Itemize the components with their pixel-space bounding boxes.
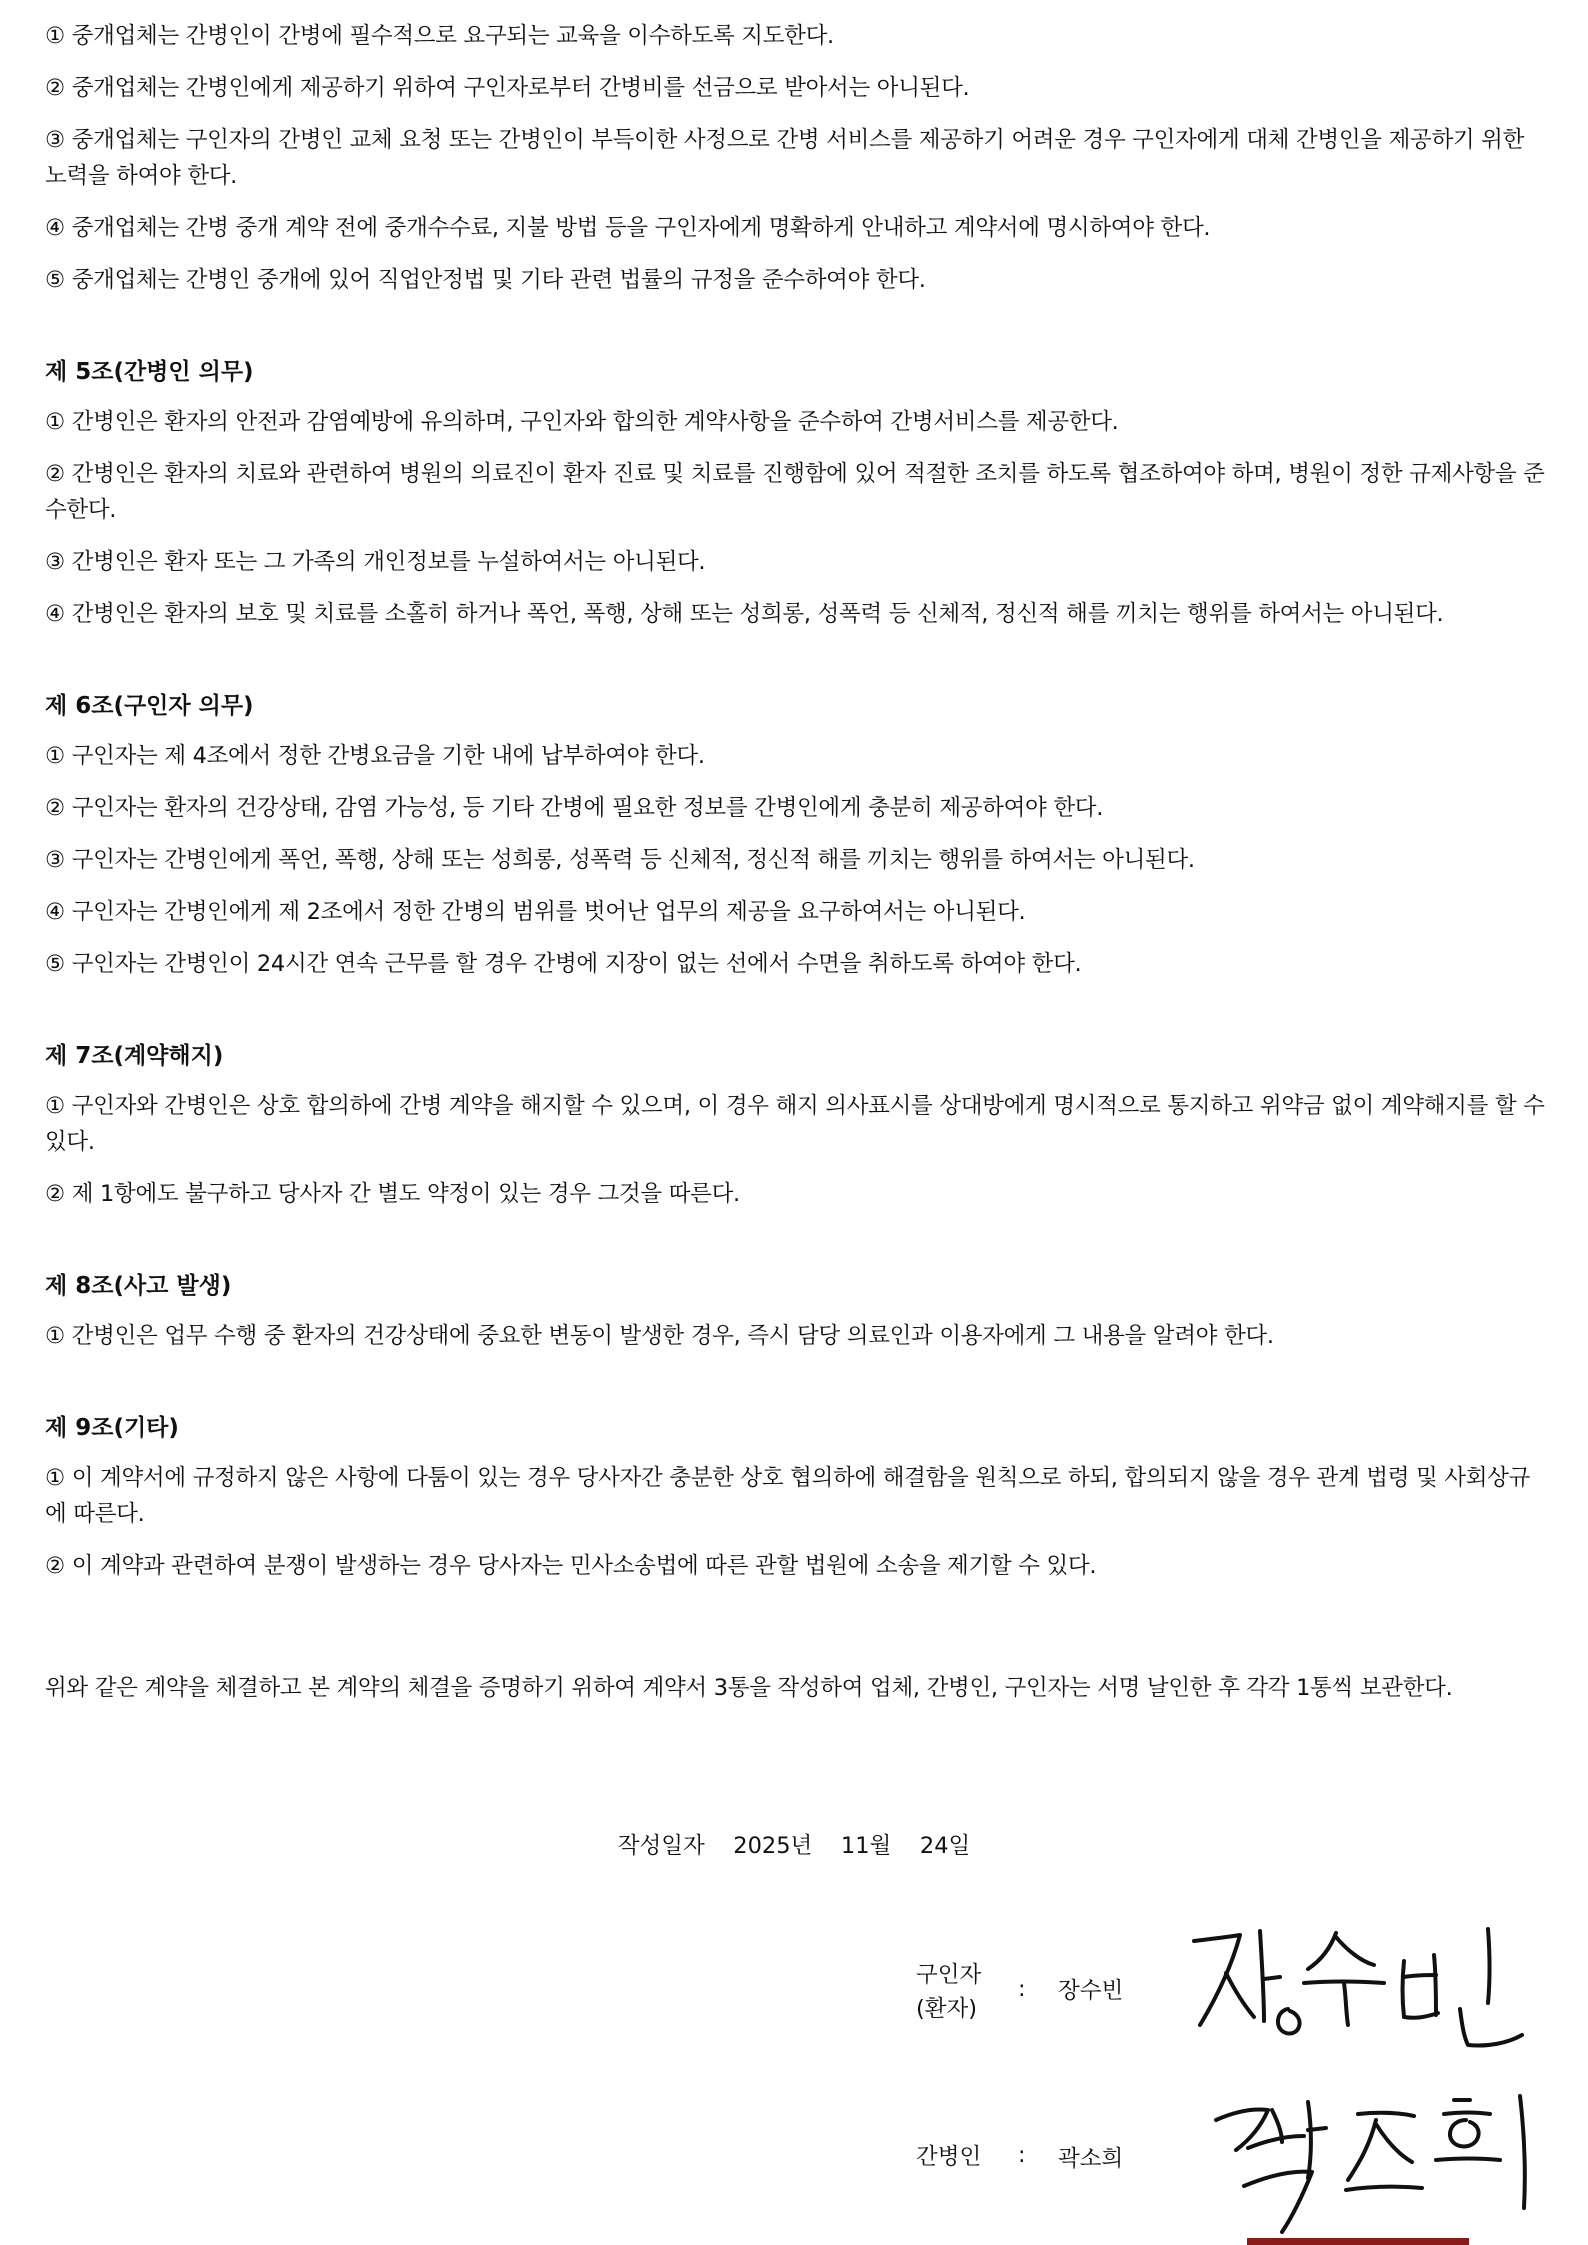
- article-title: 제 5조(간병인 의무): [45, 359, 254, 385]
- article-title: 제 6조(구인자 의무): [45, 693, 254, 719]
- clause-item: ① 중개업체는 간병인이 간병에 필수적으로 요구되는 교육을 이수하도록 지도한다.: [45, 23, 834, 49]
- date-label: 작성일자: [617, 1833, 705, 1859]
- clause-item: ① 간병인은 업무 수행 중 환자의 건강상태에 중요한 변동이 발생한 경우, 즉시 담당 의료인과 이용자에게 그 내용을 알려야 한다.: [45, 1323, 1274, 1349]
- clause-item: ② 중개업체는 간병인에게 제공하기 위하여 구인자로부터 간병비를 선금으로 받아서는 아니된다.: [45, 75, 970, 101]
- client-role-label: 구인자: [916, 1962, 982, 1988]
- clause-item: ① 구인자는 제 4조에서 정한 간병요금을 기한 내에 납부하여야 한다.: [45, 743, 705, 769]
- clause-item: ③ 간병인은 환자 또는 그 가족의 개인정보를 누설하여서는 아니된다.: [45, 549, 706, 575]
- client-role-sub: (환자): [916, 1996, 978, 2022]
- client-signature: [1188, 1925, 1548, 2060]
- clause-item: ① 간병인은 환자의 안전과 감염예방에 유의하며, 구인자와 합의한 계약사항을 준수하여 간병서비스를 제공한다.: [45, 409, 1119, 435]
- contract-date: [0, 1828, 1588, 1860]
- clause-item: ④ 구인자는 간병인에게 제 2조에서 정한 간병의 범위를 벗어난 업무의 제공을 요구하여서는 아니된다.: [45, 899, 1026, 925]
- clause-item: ④ 중개업체는 간병 중개 계약 전에 중개수수료, 지불 방법 등을 구인자에게 명확하게 안내하고 계약서에 명시하여야 한다.: [45, 215, 1211, 241]
- clause-item: ② 제 1항에도 불구하고 당사자 간 별도 약정이 있는 경우 그것을 따른다.: [45, 1181, 740, 1207]
- clause-item: ② 이 계약과 관련하여 분쟁이 발생하는 경우 당사자는 민사소송법에 따른 관할 법원에 소송을 제기할 수 있다.: [45, 1553, 1097, 1579]
- article-9: [45, 1410, 1545, 1584]
- article-8: [45, 1268, 1545, 1354]
- article-title: 제 7조(계약해지): [45, 1043, 224, 1069]
- clause-item: ② 간병인은 환자의 치료와 관련하여 병원의 의료진이 환자 진료 및 치료를 진행함에 있어 적절한 조치를 하도록 협조하여야 하며, 병원이 정한 규제사항을 준수한다.: [45, 461, 1545, 523]
- article-title: 제 9조(기타): [45, 1415, 179, 1441]
- article-7: [45, 1038, 1545, 1212]
- caregiver-role: 간병인: [916, 2144, 982, 2170]
- date-year: 2025년: [733, 1833, 813, 1859]
- clause-item: ④ 간병인은 환자의 보호 및 치료를 소홀히 하거나 폭언, 폭행, 상해 또는 성희롱, 성폭력 등 신체적, 정신적 해를 끼치는 행위를 하여서는 아니된다.: [45, 601, 1444, 627]
- client-name: 장수빈: [1058, 1978, 1124, 2004]
- clause-item: ⑤ 중개업체는 간병인 중개에 있어 직업안정법 및 기타 관련 법률의 규정을 준수하여야 한다.: [45, 267, 926, 293]
- stamp-edge: [1247, 2238, 1469, 2245]
- article-5: [45, 354, 1545, 632]
- caregiver-signature: [1208, 2090, 1548, 2240]
- article-4-continued: [45, 18, 1545, 298]
- date-day: 24일: [919, 1833, 971, 1859]
- client-role: [916, 1958, 1006, 2026]
- clause-item: ② 구인자는 환자의 건강상태, 감염 가능성, 등 기타 간병에 필요한 정보를 간병인에게 충분히 제공하여야 한다.: [45, 795, 1104, 821]
- caregiver-name: 곽소희: [1058, 2146, 1124, 2172]
- clause-item: ① 구인자와 간병인은 상호 합의하에 간병 계약을 해지할 수 있으며, 이 경우 해지 의사표시를 상대방에게 명시적으로 통지하고 위약금 없이 계약해지를 할 수 있다.: [45, 1093, 1545, 1155]
- clause-item: ① 이 계약서에 규정하지 않은 사항에 다툼이 있는 경우 당사자간 충분한 상호 협의하에 해결함을 원칙으로 하되, 합의되지 않을 경우 관계 법령 및 사회상규에 따른다.: [45, 1465, 1531, 1527]
- article-title: 제 8조(사고 발생): [45, 1273, 232, 1299]
- closing-statement: 위와 같은 계약을 체결하고 본 계약의 체결을 증명하기 위하여 계약서 3통을 작성하여 업체, 간병인, 구인자는 서명 날인한 후 각각 1통씩 보관한다.: [45, 1675, 1453, 1701]
- contract-body: [45, 18, 1545, 1729]
- clause-item: ③ 구인자는 간병인에게 폭언, 폭행, 상해 또는 성희롱, 성폭력 등 신체적, 정신적 해를 끼치는 행위를 하여서는 아니된다.: [45, 847, 1195, 873]
- colon: :: [1018, 1976, 1026, 2002]
- date-month: 11월: [840, 1833, 892, 1859]
- clause-item: ⑤ 구인자는 간병인이 24시간 연속 근무를 할 경우 간병에 지장이 없는 선에서 수면을 취하도록 하여야 한다.: [45, 951, 1082, 977]
- clause-item: ③ 중개업체는 구인자의 간병인 교체 요청 또는 간병인이 부득이한 사정으로 간병 서비스를 제공하기 어려운 경우 구인자에게 대체 간병인을 제공하기 위한 노력을 하여야 한다.: [45, 127, 1525, 189]
- article-6: [45, 688, 1545, 982]
- colon: :: [1018, 2142, 1026, 2168]
